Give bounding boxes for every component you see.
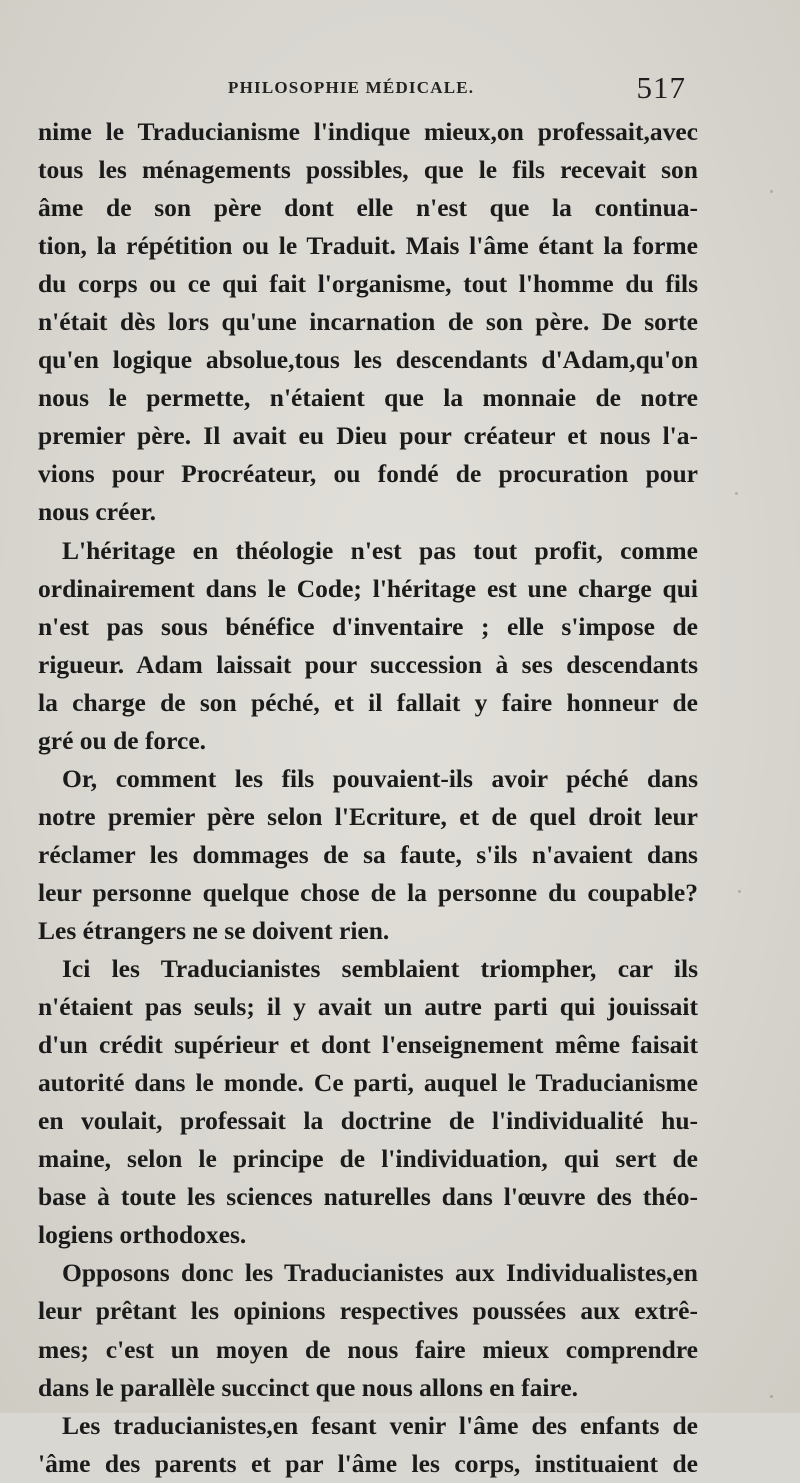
text-line: rigueur. Adam laissait pour succession à ses descendants bbox=[38, 649, 698, 679]
text-line: nous créer. bbox=[38, 497, 157, 527]
text-line: base à toute les sciences naturelles dans l'œuvre des théo- bbox=[38, 1182, 698, 1212]
text-line: d'un crédit supérieur et dont l'enseignement même faisait bbox=[38, 1030, 698, 1060]
text-line: Opposons donc les Traducianistes aux Individualistes,en bbox=[62, 1258, 698, 1288]
body-text bbox=[38, 113, 698, 1483]
text-line: nous le permette, n'étaient que la monnaie de notre bbox=[38, 383, 698, 413]
text-line: Ici les Traducianistes semblaient triompher, car ils bbox=[62, 954, 698, 984]
paper-speck bbox=[770, 1395, 773, 1398]
text-line: dans le parallèle succinct que nous allons en faire. bbox=[38, 1372, 579, 1402]
text-line: Les traducianistes,en fesant venir l'âme des enfants de bbox=[62, 1410, 698, 1440]
paper-speck bbox=[738, 890, 741, 893]
text-line: tous les ménagements possibles, que le fils recevait son bbox=[38, 155, 698, 185]
text-line: Or, comment les fils pouvaient-ils avoir péché dans bbox=[62, 763, 698, 793]
text-line: du corps ou ce qui fait l'organisme, tout l'homme du fils bbox=[38, 269, 698, 299]
text-line: leur personne quelque chose de la personne du coupable? bbox=[38, 877, 698, 907]
text-line: 'âme des parents et par l'âme les corps, instituaient de bbox=[38, 1448, 698, 1478]
text-line: qu'en logique absolue,tous les descendants d'Adam,qu'on bbox=[38, 345, 698, 375]
text-line: n'était dès lors qu'une incarnation de son père. De sorte bbox=[38, 307, 698, 337]
text-line: en voulait, professait la doctrine de l'individualité hu- bbox=[38, 1106, 698, 1136]
text-line: leur prêtant les opinions respectives poussées aux extrê- bbox=[38, 1296, 698, 1326]
text-line: n'est pas sous bénéfice d'inventaire ; elle s'impose de bbox=[38, 611, 698, 641]
text-line: tion, la répétition ou le Traduit. Mais l'âme étant la forme bbox=[38, 231, 698, 261]
text-line: Les étrangers ne se doivent rien. bbox=[38, 915, 390, 945]
text-line: mes; c'est un moyen de nous faire mieux comprendre bbox=[38, 1334, 698, 1364]
running-title: PHILOSOPHIE MÉDICALE. bbox=[228, 78, 475, 97]
running-head bbox=[38, 70, 686, 110]
text-line: premier père. Il avait eu Dieu pour créateur et nous l'a- bbox=[38, 421, 698, 451]
text-line: nime le Traducianisme l'indique mieux,on professait,avec bbox=[38, 117, 698, 146]
text-line: réclamer les dommages de sa faute, s'ils n'avaient dans bbox=[38, 839, 698, 869]
text-line: âme de son père dont elle n'est que la continua- bbox=[38, 193, 698, 223]
text-line: maine, selon le principe de l'individuation, qui sert de bbox=[38, 1144, 698, 1174]
paper-speck bbox=[770, 190, 773, 193]
text-line: autorité dans le monde. Ce parti, auquel le Traducianisme bbox=[38, 1068, 698, 1098]
text-line: L'héritage en théologie n'est pas tout profit, comme bbox=[62, 535, 698, 565]
paper-speck bbox=[735, 492, 738, 495]
text-line: n'étaient pas seuls; il y avait un autre parti qui jouissait bbox=[38, 992, 698, 1022]
text-line: ordinairement dans le Code; l'héritage est une charge qui bbox=[38, 573, 698, 603]
text-line: gré ou de force. bbox=[38, 725, 207, 755]
text-line: vions pour Procréateur, ou fondé de procuration pour bbox=[38, 459, 698, 489]
text-line: notre premier père selon l'Ecriture, et de quel droit leur bbox=[38, 801, 698, 831]
page-number: 517 bbox=[636, 70, 686, 105]
text-line: logiens orthodoxes. bbox=[38, 1220, 247, 1250]
text-line: la charge de son péché, et il fallait y faire honneur de bbox=[38, 687, 698, 717]
